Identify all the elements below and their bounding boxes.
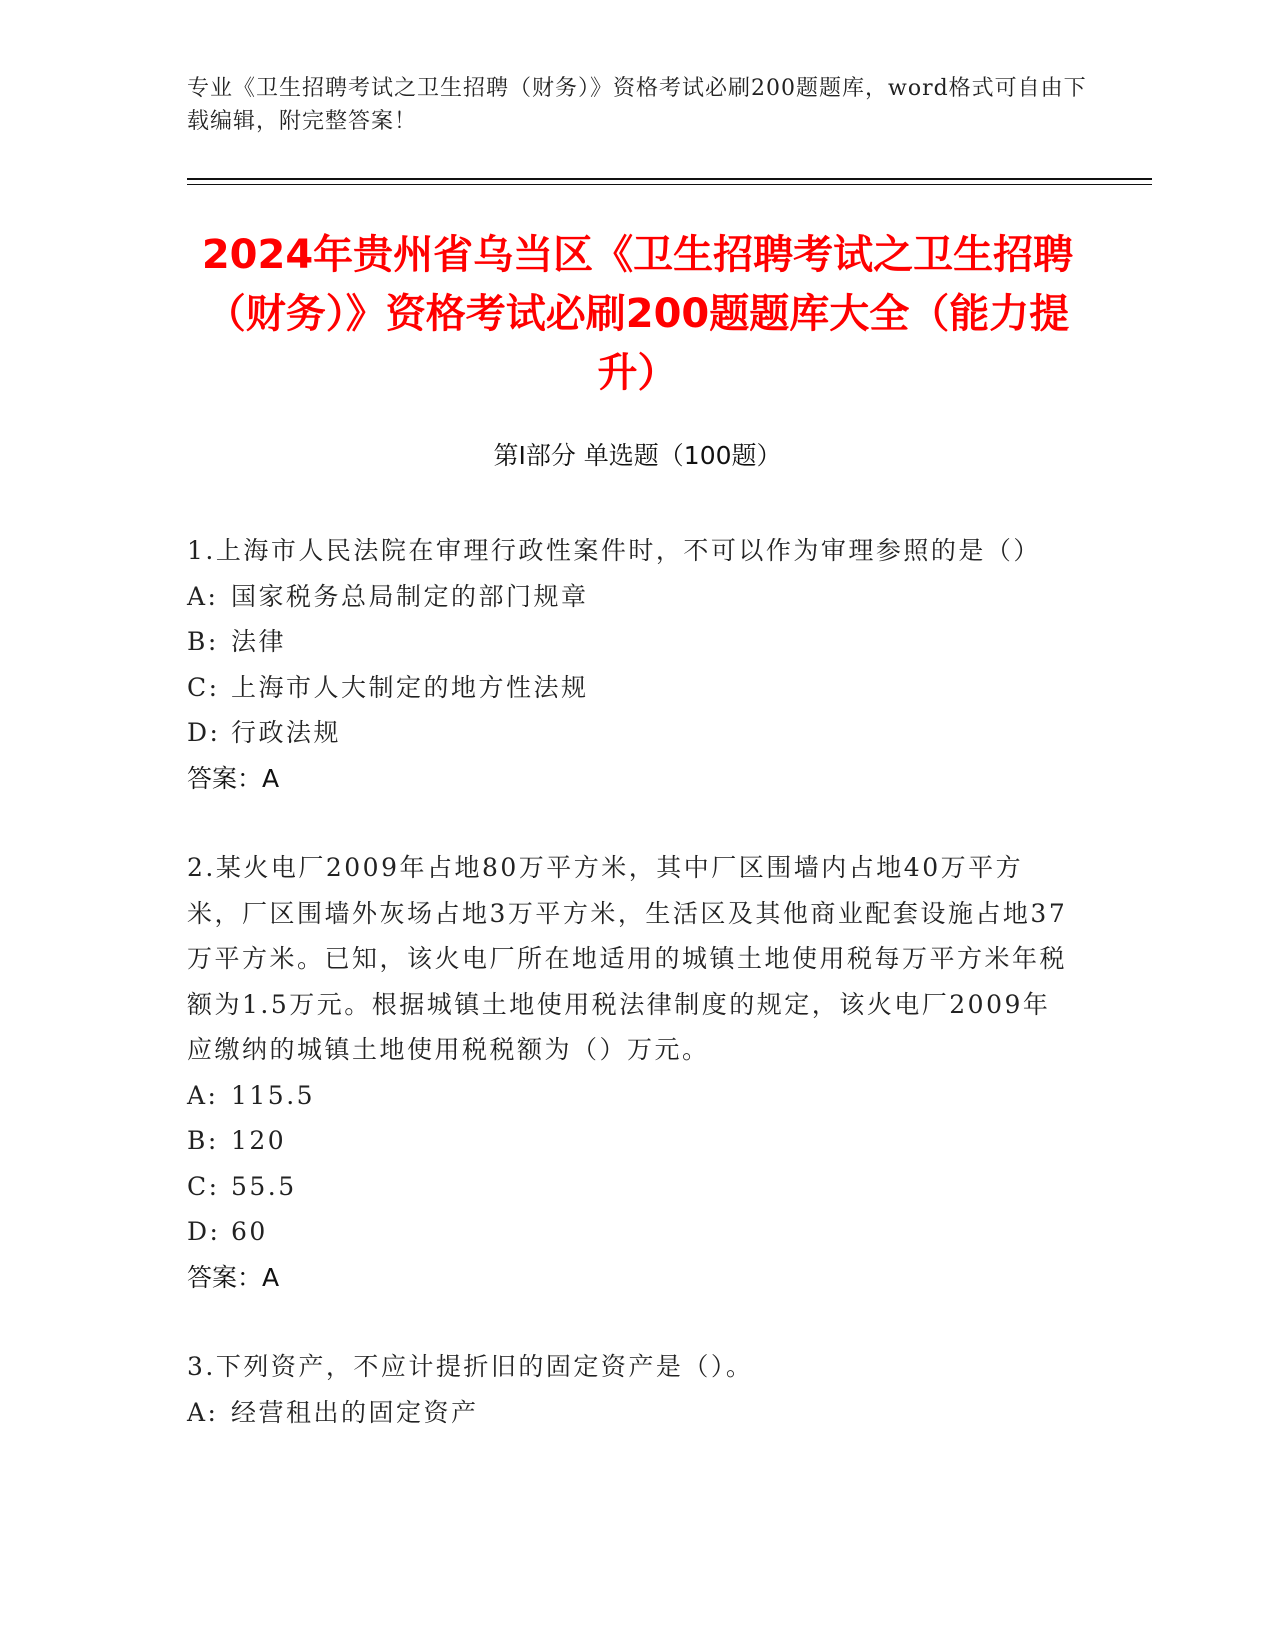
option-text: 国家税务总局制定的部门规章 xyxy=(231,581,589,611)
option-key: B: xyxy=(187,1126,219,1155)
question-2 xyxy=(187,845,1077,1300)
question-stem: 1.上海市人民法院在审理行政性案件时，不可以作为审理参照的是（） xyxy=(187,536,1041,565)
option-text: 60 xyxy=(231,1217,268,1246)
option-d xyxy=(187,710,1077,756)
header-note: 专业《卫生招聘考试之卫生招聘（财务）》资格考试必刷200题题库，word格式可自由下载编辑，附完整答案！ xyxy=(187,76,1087,134)
question-3 xyxy=(187,1344,1077,1435)
option-c xyxy=(187,1164,1077,1210)
option-text: 115.5 xyxy=(231,1080,316,1110)
option-d xyxy=(187,1209,1077,1255)
option-key: A: xyxy=(187,1080,219,1110)
option-text: 经营租出的固定资产 xyxy=(231,1397,479,1427)
option-a xyxy=(187,1073,1077,1119)
option-key: C: xyxy=(187,672,220,702)
option-key: D: xyxy=(187,718,221,747)
section-title: 第I部分 单选题（100题） xyxy=(493,441,782,470)
option-a xyxy=(187,574,1077,620)
document-title: 2024年贵州省乌当区《卫生招聘考试之卫生招聘（财务）》资格考试必刷200题题库大全（能力提升） xyxy=(201,232,1074,396)
question-stem: 2.某火电厂2009年占地80万平方米，其中厂区围墙内占地40万平方米，厂区围墙外灰场占地3万平方米，生活区及其他商业配套设施占地37万平方米。已知，该火电厂所在地适用的城镇土地使用税每万平方米年税额为1.5万元。根据城镇土地使用税法律制度的规定，该火电厂2009年应缴纳的城镇土地使用税税额为（）万元。 xyxy=(187,853,1068,1064)
option-key: A: xyxy=(187,581,219,611)
question-1 xyxy=(187,528,1077,801)
question-list xyxy=(187,528,1077,1479)
option-text: 55.5 xyxy=(231,1171,297,1201)
option-text: 法律 xyxy=(231,627,287,656)
option-a xyxy=(187,1390,1077,1436)
option-key: D: xyxy=(187,1217,221,1246)
answer: 答案：A xyxy=(187,763,280,793)
question-stem: 3.下列资产，不应计提折旧的固定资产是（）。 xyxy=(187,1352,754,1381)
option-text: 上海市人大制定的地方性法规 xyxy=(231,672,589,702)
answer: 答案：A xyxy=(187,1262,280,1292)
option-c xyxy=(187,665,1077,711)
option-key: B: xyxy=(187,627,219,656)
option-b xyxy=(187,619,1077,665)
option-text: 行政法规 xyxy=(231,718,342,747)
option-text: 120 xyxy=(231,1126,287,1155)
option-b xyxy=(187,1118,1077,1164)
header-rule-thick xyxy=(187,178,1152,180)
header-rule-thin xyxy=(187,184,1152,185)
option-key: A: xyxy=(187,1397,219,1427)
option-key: C: xyxy=(187,1171,220,1201)
